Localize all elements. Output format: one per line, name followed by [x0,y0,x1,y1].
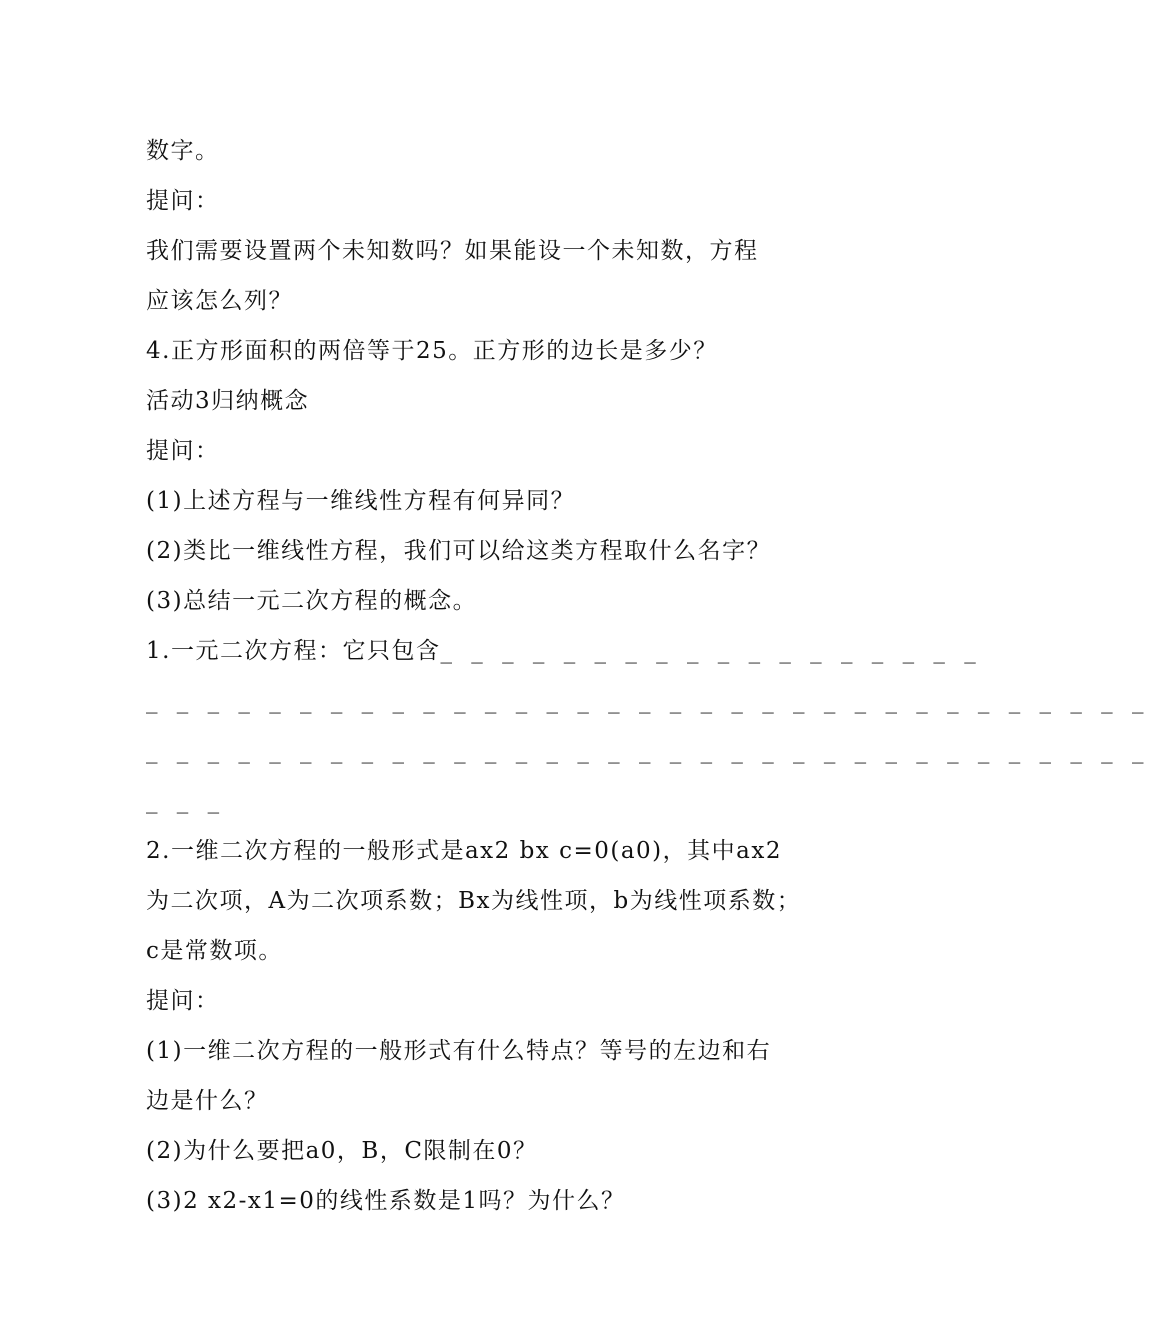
question-item: (3)总结一元二次方程的概念。 [146,588,478,614]
question-item: (1)上述方程与一维线性方程有何异同？ [146,488,576,514]
definition-text: 1.一元二次方程：它只包含 [146,638,441,664]
blank-fill: _ _ _ _ _ _ _ _ _ _ _ _ _ _ _ _ _ _ _ _ _ _ _ _ _ _ _ _ _ _ _ _ _ [146,688,1149,714]
text-line: 提问： [146,438,220,464]
text-line: 2.一维二次方程的一般形式是ax2 bx c=0(a0)，其中ax2 [146,838,782,864]
text-line: 提问： [146,188,220,214]
question-item: (2)为什么要把a0，B，C限制在0？ [146,1138,538,1164]
blank-fill: _ _ _ [146,788,226,814]
section-heading: 活动3归纳概念 [146,388,310,414]
text-line: 我们需要设置两个未知数吗？如果能设一个未知数，方程 [146,238,759,264]
text-line: 为二次项，A为二次项系数；Bx为线性项，b为线性项系数； [146,888,802,914]
text-line: 提问： [146,988,220,1014]
blank-fill: _ _ _ _ _ _ _ _ _ _ _ _ _ _ _ _ _ _ [440,638,982,664]
text-line: 应该怎么列？ [146,288,293,314]
question-item: (3)2 x2-x1=0的线性系数是1吗？为什么？ [146,1188,626,1214]
text-line: 4.正方形面积的两倍等于25。正方形的边长是多少？ [146,338,718,364]
text-line: 边是什么？ [146,1088,269,1114]
text-line: c是常数项。 [146,938,283,964]
blank-fill: _ _ _ _ _ _ _ _ _ _ _ _ _ _ _ _ _ _ _ _ _ _ _ _ _ _ _ _ _ _ _ _ _ [146,738,1149,764]
text-line: 数字。 [146,138,220,164]
question-item: (2)类比一维线性方程，我们可以给这类方程取什么名字？ [146,538,772,564]
question-item: (1)一维二次方程的一般形式有什么特点？等号的左边和右 [146,1038,772,1064]
definition-line [146,636,982,666]
